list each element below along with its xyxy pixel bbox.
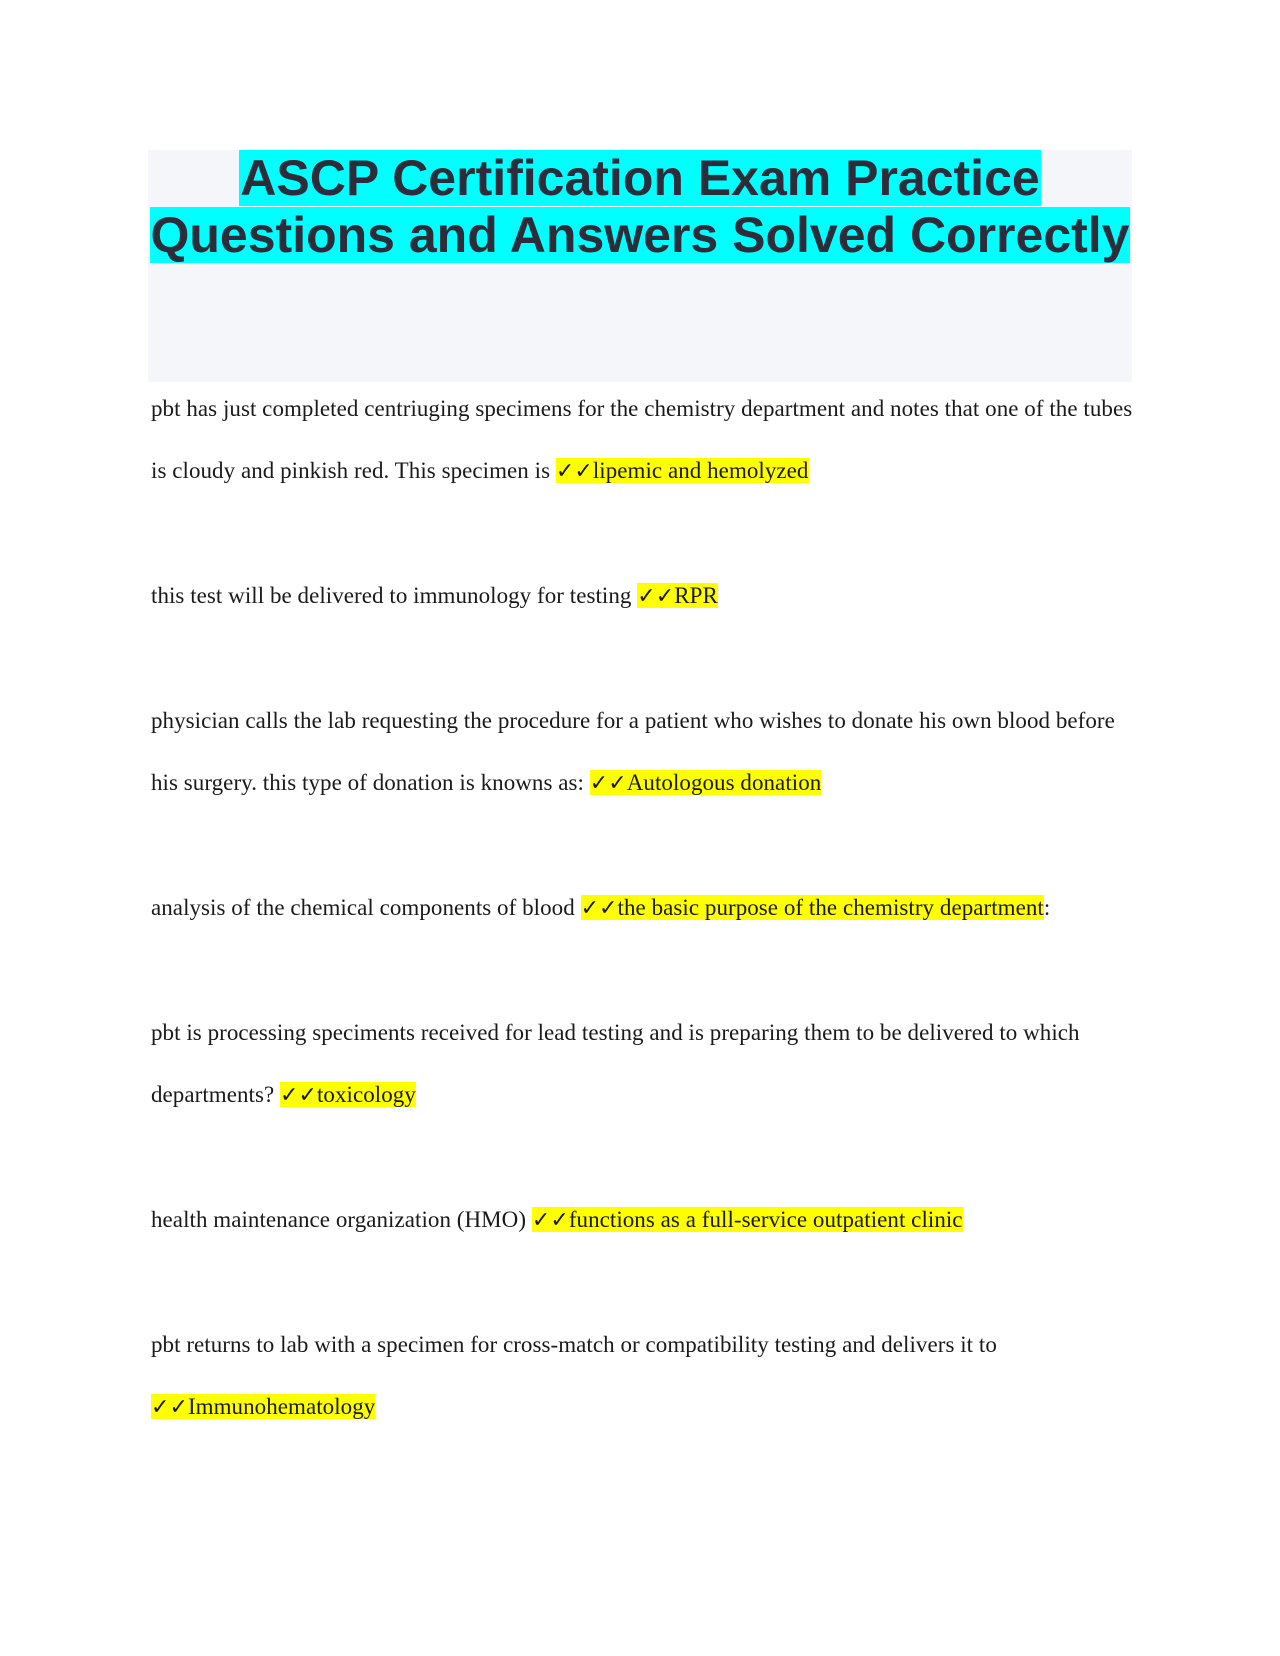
qa-item <box>151 877 1141 940</box>
qa-item <box>151 690 1141 815</box>
answer-text: lipemic and hemolyzed <box>592 458 809 483</box>
qa-list <box>151 378 1141 1439</box>
answer-text: Immunohematology <box>187 1394 376 1419</box>
document-title <box>148 150 1132 264</box>
question-text: pbt returns to lab with a specimen for cross-match or compatibility testing and delivers it to <box>151 1332 997 1357</box>
qa-item <box>151 1189 1141 1252</box>
qa-item <box>151 1314 1141 1439</box>
qa-item <box>151 378 1141 503</box>
qa-item <box>151 1002 1141 1127</box>
answer-highlight <box>280 1082 416 1107</box>
question-text: this test will be delivered to immunology for testing <box>151 583 638 608</box>
check-mark-icon: ✓✓ <box>555 459 593 484</box>
check-mark-icon: ✓✓ <box>589 771 627 796</box>
document-title-highlight: ASCP Certification Exam Practice Questions and Answers Solved Correctly <box>150 150 1130 263</box>
answer-text: Autologous donation <box>626 770 822 795</box>
check-mark-icon: ✓✓ <box>151 1395 188 1420</box>
title-block <box>148 150 1132 382</box>
question-text: pbt has just completed centriuging specimens for the chemistry department and notes that one of the tubes is cloudy and pinkish red. This specimen is <box>151 396 1133 483</box>
question-text: pbt is processing speciments received for lead testing and is preparing them to be delivered to which departments? <box>151 1020 1080 1107</box>
answer-highlight <box>151 1394 375 1419</box>
question-text: health maintenance organization (HMO) <box>151 1207 532 1232</box>
check-mark-icon: ✓✓ <box>580 896 618 921</box>
answer-highlight <box>581 895 1044 920</box>
check-mark-icon: ✓✓ <box>637 584 675 609</box>
answer-text: toxicology <box>316 1082 416 1107</box>
check-mark-icon: ✓✓ <box>280 1083 317 1108</box>
answer-highlight <box>637 583 718 608</box>
answer-highlight <box>590 770 822 795</box>
answer-text: RPR <box>674 583 718 608</box>
question-text: analysis of the chemical components of blood <box>151 895 581 920</box>
question-text: physician calls the lab requesting the procedure for a patient who wishes to donate his own blood before his surgery. this type of donation is knowns as: <box>151 708 1115 795</box>
answer-text: the basic purpose of the chemistry department <box>617 895 1044 920</box>
answer-text: functions as a full-service outpatient clinic <box>568 1207 963 1232</box>
answer-highlight <box>532 1207 963 1232</box>
answer-highlight <box>556 458 809 483</box>
answer-trailing: : <box>1043 895 1051 920</box>
qa-item <box>151 565 1141 628</box>
check-mark-icon: ✓✓ <box>531 1208 569 1233</box>
